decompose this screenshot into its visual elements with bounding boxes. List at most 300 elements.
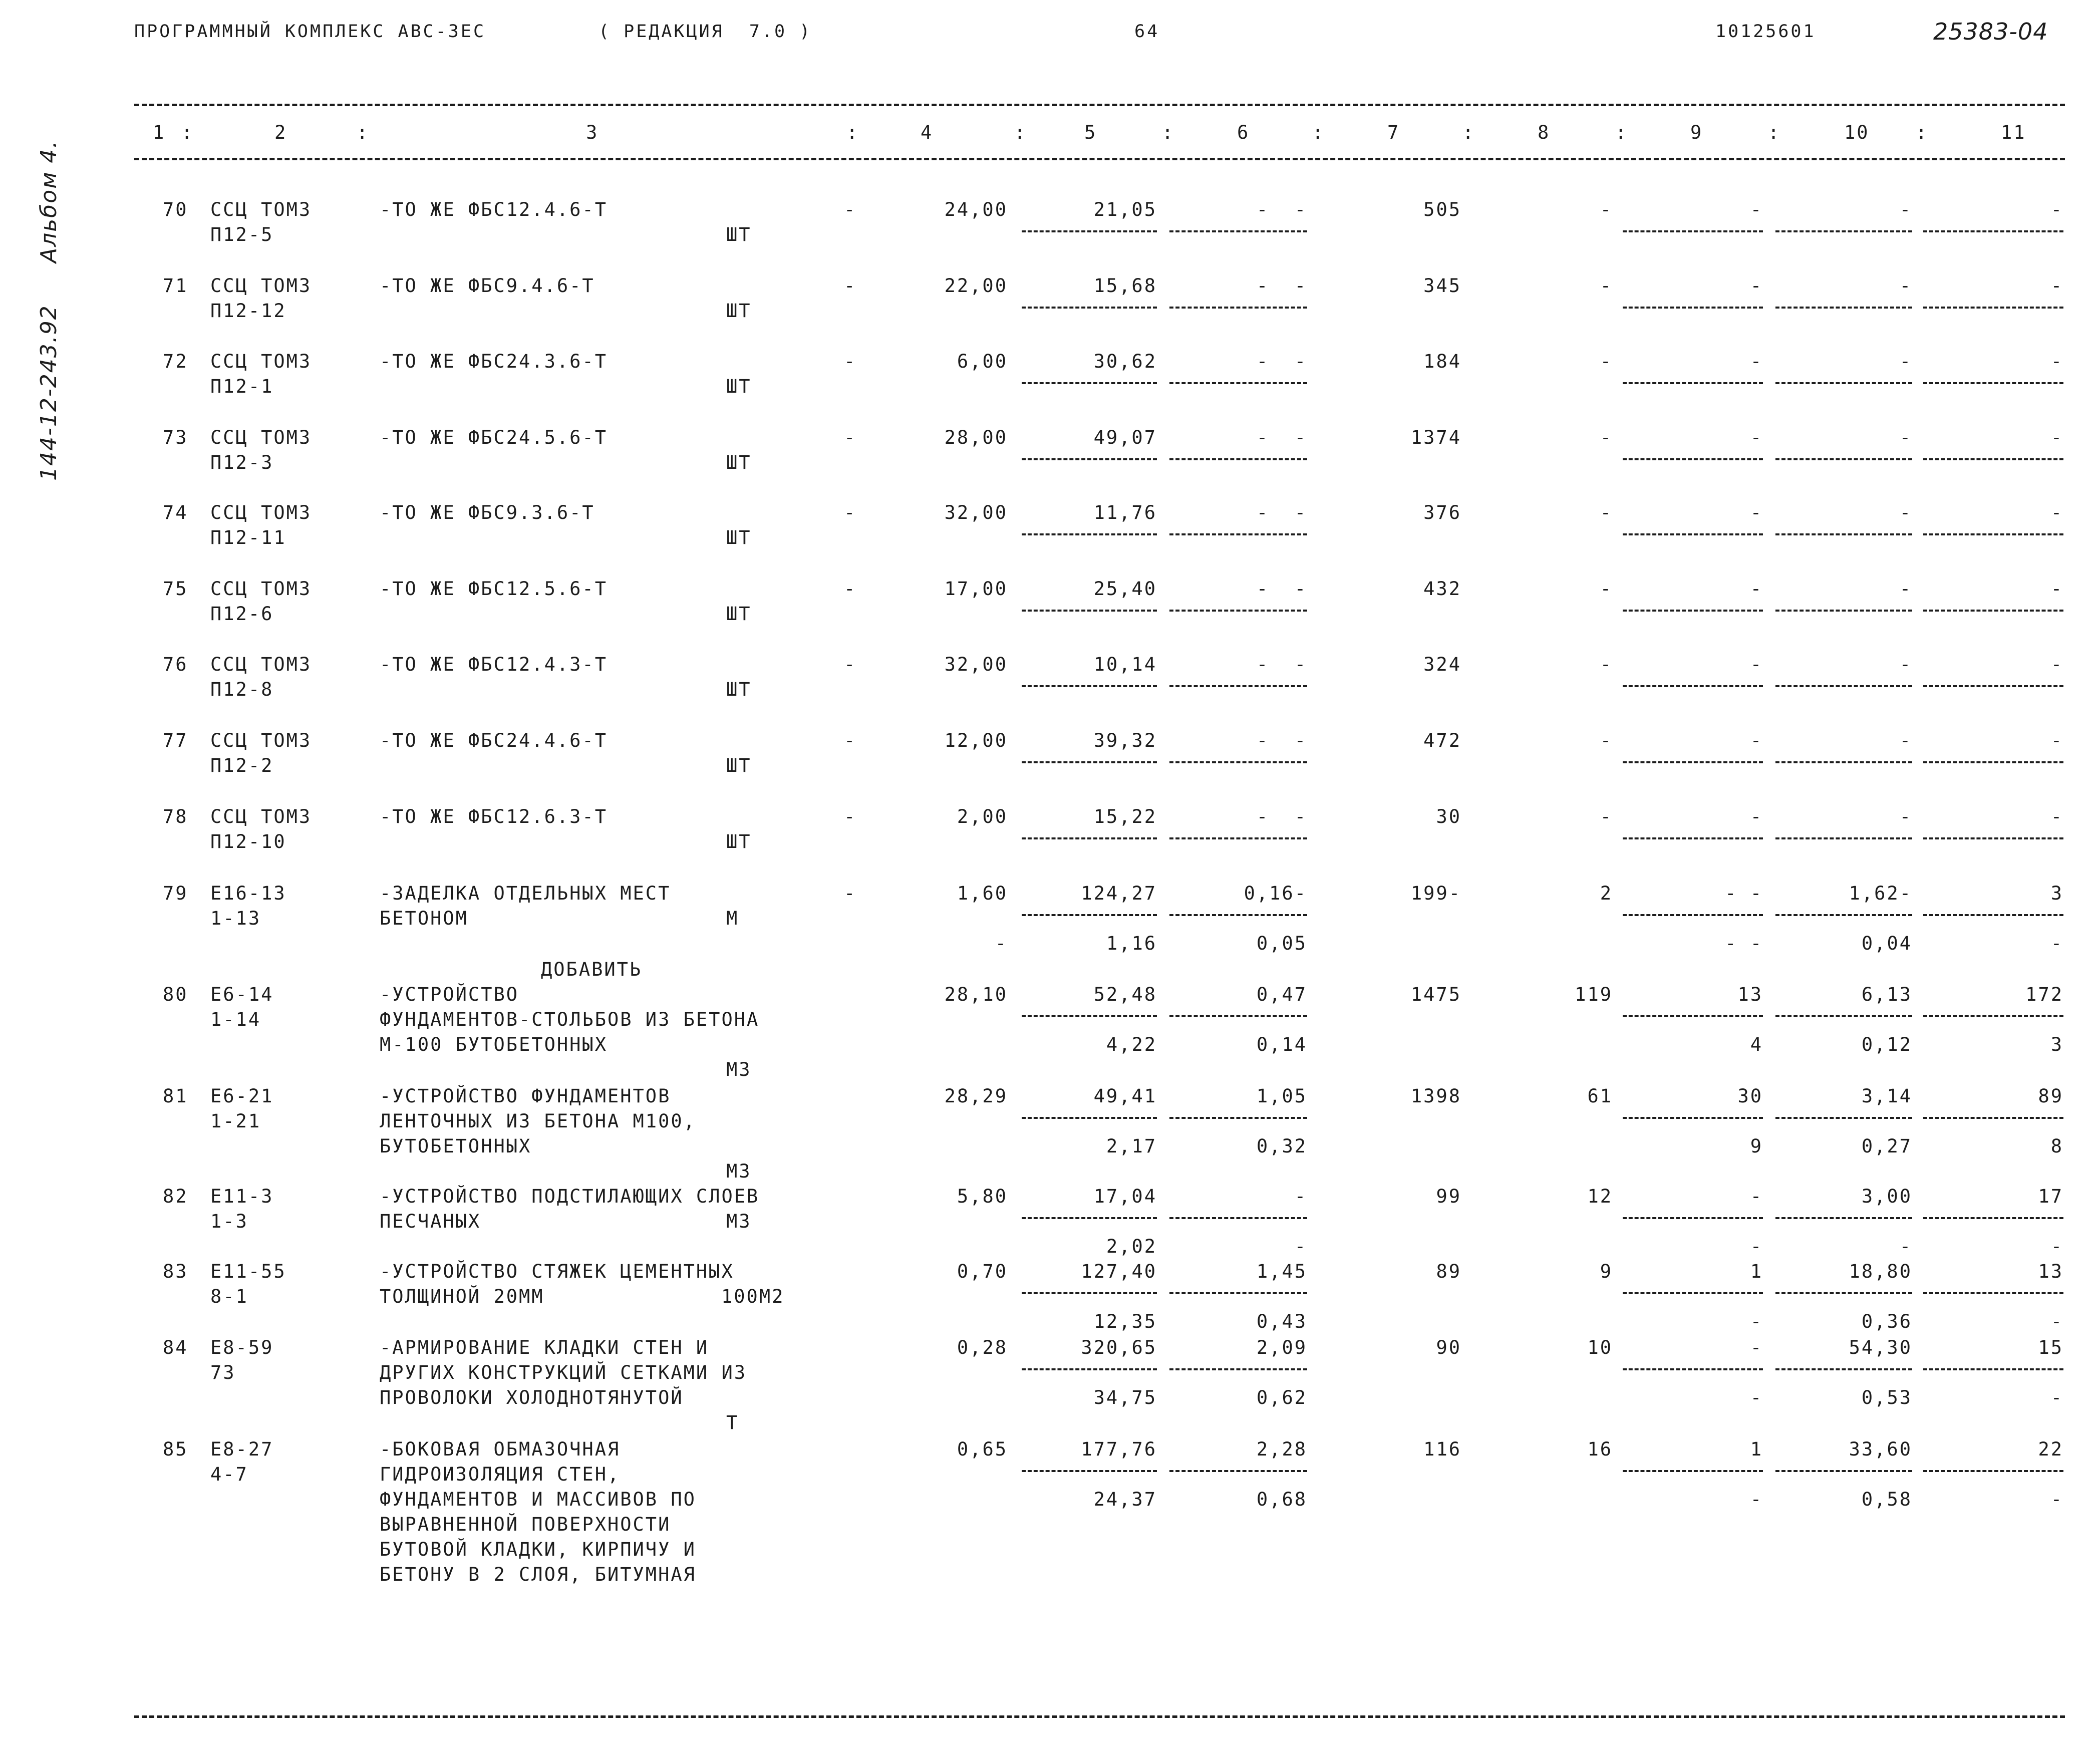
row-col8: 61 xyxy=(1587,1085,1613,1107)
row-subrule-6 xyxy=(1169,533,1307,535)
row-col9: 1 xyxy=(1750,1438,1763,1460)
row-col10: - xyxy=(1899,578,1912,600)
row-total: 199- xyxy=(1410,883,1461,904)
row-col10: - xyxy=(1899,275,1912,297)
row-subrule-10 xyxy=(1775,685,1912,687)
row-subrule-9 xyxy=(1623,914,1763,916)
row-col9-second: - - xyxy=(1725,933,1763,954)
row-col10: - xyxy=(1899,427,1912,448)
row-col10: - xyxy=(1899,654,1912,675)
row-subrule-11 xyxy=(1923,458,2063,460)
row-col6: - - xyxy=(1256,427,1307,448)
row-subrule-9 xyxy=(1623,1015,1763,1017)
row-subrule-10 xyxy=(1775,230,1912,232)
row-col6: - xyxy=(1294,1186,1307,1207)
header-rule-bottom xyxy=(134,158,2065,160)
row-total: 345 xyxy=(1423,275,1461,297)
row-col6: 1,05 xyxy=(1256,1085,1307,1107)
row-unit: ШТ xyxy=(726,603,752,625)
row-description-line: ЛЕНТОЧНЫХ ИЗ БЕТОНА М100, xyxy=(380,1110,696,1132)
column-separator: : xyxy=(1768,122,1781,143)
row-col8: - xyxy=(1600,502,1613,523)
row-total: 99 xyxy=(1436,1186,1461,1207)
row-unit-price: 320,65 xyxy=(1081,1337,1157,1358)
row-quantity: 32,00 xyxy=(944,654,1008,675)
row-col10: 6,13 xyxy=(1861,984,1912,1005)
row-col11-second: - xyxy=(2050,933,2063,954)
row-unit: ШТ xyxy=(726,300,752,322)
row-description-line: -ТО ЖЕ ФБС9.4.6-Т xyxy=(380,275,595,297)
row-col9-second: - xyxy=(1750,1489,1763,1510)
row-total: 184 xyxy=(1423,351,1461,372)
row-unit-price-second: 4,22 xyxy=(1106,1034,1157,1055)
row-code: Е8-59 xyxy=(210,1337,274,1358)
row-subcode: П12-1 xyxy=(210,376,274,397)
row-subrule-6 xyxy=(1169,1292,1307,1294)
row-subcode: П12-2 xyxy=(210,755,274,776)
row-description-line: -УСТРОЙСТВО СТЯЖЕК ЦЕМЕНТНЫХ xyxy=(380,1261,734,1282)
row-subrule-9 xyxy=(1623,533,1763,535)
row-unit: Т xyxy=(726,1412,739,1433)
row-total: 116 xyxy=(1423,1438,1461,1460)
row-col6: 0,16- xyxy=(1244,883,1307,904)
row-col8: 2 xyxy=(1600,883,1613,904)
row-unit: М3 xyxy=(726,1059,752,1080)
row-col9: - xyxy=(1750,502,1763,523)
row-subrule-5 xyxy=(1022,1217,1157,1219)
row-description-line: БЕТОНУ В 2 СЛОЯ, БИТУМНАЯ xyxy=(380,1564,696,1585)
row-col8: - xyxy=(1600,578,1613,600)
row-subcode: 1-3 xyxy=(210,1211,248,1232)
row-col6: - - xyxy=(1256,730,1307,751)
row-subrule-6 xyxy=(1169,1117,1307,1119)
row-col11: 15 xyxy=(2038,1337,2063,1358)
column-header-7: 7 xyxy=(1387,122,1400,143)
row-col6-second: - xyxy=(1294,1236,1307,1257)
row-subrule-9 xyxy=(1623,761,1763,763)
row-quantity: 22,00 xyxy=(944,275,1008,297)
row-unit-price-second: 24,37 xyxy=(1093,1489,1157,1510)
row-description-line: -ТО ЖЕ ФБС12.4.3-Т xyxy=(380,654,608,675)
row-subrule-9 xyxy=(1623,1368,1763,1370)
row-code: Е11-3 xyxy=(210,1186,274,1207)
row-col11: - xyxy=(2050,427,2063,448)
row-col8: - xyxy=(1600,275,1613,297)
row-unit: ШТ xyxy=(726,527,752,548)
row-description-line: -ТО ЖЕ ФБС24.4.6-Т xyxy=(380,730,608,751)
column-header-10: 10 xyxy=(1844,122,1870,143)
row-col10-second: 0,27 xyxy=(1861,1135,1912,1157)
row-number: 84 xyxy=(163,1337,188,1358)
row-unit: М xyxy=(726,908,739,929)
row-col11: - xyxy=(2050,806,2063,827)
row-subrule-9 xyxy=(1623,685,1763,687)
row-col10: - xyxy=(1899,351,1912,372)
row-quantity: 28,00 xyxy=(944,427,1008,448)
row-quantity: 12,00 xyxy=(944,730,1008,751)
row-subrule-11 xyxy=(1923,230,2063,232)
row-col10: 3,00 xyxy=(1861,1186,1912,1207)
row-subrule-10 xyxy=(1775,1470,1912,1472)
row-total: 1398 xyxy=(1410,1085,1461,1107)
row-subrule-10 xyxy=(1775,1368,1912,1370)
row-code: Е16-13 xyxy=(210,883,286,904)
row-unit-price: 25,40 xyxy=(1093,578,1157,600)
row-col11: 172 xyxy=(2025,984,2063,1005)
row-subrule-6 xyxy=(1169,307,1307,309)
row-number: 83 xyxy=(163,1261,188,1282)
row-col4-marker: - xyxy=(844,275,857,297)
row-total: 376 xyxy=(1423,502,1461,523)
row-subrule-9 xyxy=(1623,1117,1763,1119)
row-subrule-10 xyxy=(1775,382,1912,384)
row-col9-second: - xyxy=(1750,1311,1763,1332)
row-col6: - - xyxy=(1256,502,1307,523)
row-subcode: 1-13 xyxy=(210,908,261,929)
edition-label: ( РЕДАКЦИЯ 7.0 ) xyxy=(598,22,812,42)
row-col6-second: 0,43 xyxy=(1256,1311,1307,1332)
row-subrule-9 xyxy=(1623,230,1763,232)
row-subrule-11 xyxy=(1923,307,2063,309)
row-subrule-9 xyxy=(1623,382,1763,384)
row-col10-second: 0,53 xyxy=(1861,1387,1912,1408)
row-subrule-6 xyxy=(1169,685,1307,687)
row-subrule-9 xyxy=(1623,307,1763,309)
row-subrule-5 xyxy=(1022,837,1157,839)
row-total: 1374 xyxy=(1410,427,1461,448)
row-subrule-5 xyxy=(1022,382,1157,384)
row-unit: ШТ xyxy=(726,224,752,245)
row-unit-price: 49,41 xyxy=(1093,1085,1157,1107)
row-subrule-5 xyxy=(1022,914,1157,916)
row-subcode: П12-11 xyxy=(210,527,286,548)
row-subrule-6 xyxy=(1169,458,1307,460)
row-subrule-11 xyxy=(1923,761,2063,763)
row-total: 30 xyxy=(1436,806,1461,827)
row-unit-price: 15,68 xyxy=(1093,275,1157,297)
row-subrule-5 xyxy=(1022,1470,1157,1472)
row-quantity: 28,10 xyxy=(944,984,1008,1005)
row-description-line: БУТОБЕТОННЫХ xyxy=(380,1135,532,1157)
row-subrule-10 xyxy=(1775,610,1912,612)
row-col6-second: 0,68 xyxy=(1256,1489,1307,1510)
row-total: 472 xyxy=(1423,730,1461,751)
row-col6: - - xyxy=(1256,578,1307,600)
row-description-line: ДРУГИХ КОНСТРУКЦИЙ СЕТКАМИ ИЗ xyxy=(380,1362,747,1383)
row-col6: - - xyxy=(1256,806,1307,827)
row-code: ССЦ ТОМ3 xyxy=(210,654,312,675)
column-separator: : xyxy=(1014,122,1027,143)
row-subrule-11 xyxy=(1923,914,2063,916)
row-quantity: 28,29 xyxy=(944,1085,1008,1107)
row-subrule-11 xyxy=(1923,1117,2063,1119)
row-subrule-11 xyxy=(1923,610,2063,612)
bottom-rule xyxy=(134,1715,2065,1718)
row-description-line: -ТО ЖЕ ФБС9.3.6-Т xyxy=(380,502,595,523)
row-subcode: П12-3 xyxy=(210,452,274,473)
row-col11: - xyxy=(2050,654,2063,675)
row-unit-price: 52,48 xyxy=(1093,984,1157,1005)
row-description-line: -ТО ЖЕ ФБС12.5.6-Т xyxy=(380,578,608,600)
row-subrule-11 xyxy=(1923,837,2063,839)
column-separator: : xyxy=(1312,122,1325,143)
row-total: 90 xyxy=(1436,1337,1461,1358)
row-subrule-6 xyxy=(1169,837,1307,839)
row-subrule-10 xyxy=(1775,1292,1912,1294)
column-separator: : xyxy=(357,122,370,143)
row-subrule-11 xyxy=(1923,1015,2063,1017)
row-col11: 3 xyxy=(2050,883,2063,904)
row-subrule-6 xyxy=(1169,610,1307,612)
row-col8: - xyxy=(1600,199,1613,220)
row-col8: 16 xyxy=(1587,1438,1613,1460)
row-unit-price: 127,40 xyxy=(1081,1261,1157,1282)
row-number: 78 xyxy=(163,806,188,827)
row-col9: 30 xyxy=(1737,1085,1763,1107)
column-separator: : xyxy=(181,122,194,143)
row-number: 81 xyxy=(163,1085,188,1107)
row-col8: 9 xyxy=(1600,1261,1613,1282)
row-description-line: ПЕСЧАНЫХ xyxy=(380,1211,481,1232)
row-unit: ШТ xyxy=(726,831,752,852)
row-code: Е8-27 xyxy=(210,1438,274,1460)
column-separator: : xyxy=(1462,122,1475,143)
row-unit-price: 177,76 xyxy=(1081,1438,1157,1460)
row-subrule-10 xyxy=(1775,1217,1912,1219)
row-code: ССЦ ТОМ3 xyxy=(210,806,312,827)
row-description-line: -АРМИРОВАНИЕ КЛАДКИ СТЕН И xyxy=(380,1337,709,1358)
row-col10: 1,62- xyxy=(1849,883,1912,904)
row-subrule-6 xyxy=(1169,914,1307,916)
page-number: 64 xyxy=(1134,22,1160,42)
row-unit-price: 30,62 xyxy=(1093,351,1157,372)
row-quantity: 24,00 xyxy=(944,199,1008,220)
column-header-1: 1 xyxy=(153,122,166,143)
row-quantity: 6,00 xyxy=(957,351,1008,372)
row-unit-price: 21,05 xyxy=(1093,199,1157,220)
row-code: ССЦ ТОМ3 xyxy=(210,502,312,523)
row-subrule-5 xyxy=(1022,610,1157,612)
row-unit-price: 124,27 xyxy=(1081,883,1157,904)
row-col4-marker: - xyxy=(844,427,857,448)
row-subrule-10 xyxy=(1775,1117,1912,1119)
program-title: ПРОГРАММНЫЙ КОМПЛЕКС АВС-3ЕС xyxy=(134,22,486,42)
row-number: 75 xyxy=(163,578,188,600)
column-header-3: 3 xyxy=(586,122,599,143)
row-description-line: ГИДРОИЗОЛЯЦИЯ СТЕН, xyxy=(380,1464,621,1485)
row-col4-marker: - xyxy=(844,199,857,220)
row-col8: - xyxy=(1600,806,1613,827)
row-total: 89 xyxy=(1436,1261,1461,1282)
row-col6: - - xyxy=(1256,654,1307,675)
row-description-line: БУТОВОЙ КЛАДКИ, КИРПИЧУ И xyxy=(380,1539,696,1560)
row-unit: ШТ xyxy=(726,376,752,397)
row-col9: 13 xyxy=(1737,984,1763,1005)
row-quantity: 2,00 xyxy=(957,806,1008,827)
row-description-line: -УСТРОЙСТВО ПОДСТИЛАЮЩИХ СЛОЕВ xyxy=(380,1186,760,1207)
row-unit-price-second: 12,35 xyxy=(1093,1311,1157,1332)
row-unit: М3 xyxy=(726,1211,752,1232)
row-subrule-6 xyxy=(1169,1217,1307,1219)
row-unit-price: 10,14 xyxy=(1093,654,1157,675)
row-col10-second: 0,36 xyxy=(1861,1311,1912,1332)
row-subrule-10 xyxy=(1775,761,1912,763)
document-code: 10125601 xyxy=(1715,22,1816,42)
row-unit-price-second: 2,02 xyxy=(1106,1236,1157,1257)
row-description-line: -УСТРОЙСТВО ФУНДАМЕНТОВ xyxy=(380,1085,671,1107)
row-number: 71 xyxy=(163,275,188,297)
column-header-8: 8 xyxy=(1538,122,1551,143)
row-unit: ШТ xyxy=(726,755,752,776)
row-subrule-11 xyxy=(1923,1470,2063,1472)
row-col9-second: - xyxy=(1750,1236,1763,1257)
row-description-line: -ТО ЖЕ ФБС12.6.3-Т xyxy=(380,806,608,827)
column-separator: : xyxy=(1615,122,1628,143)
row-unit: М3 xyxy=(726,1160,752,1182)
row-subrule-10 xyxy=(1775,533,1912,535)
row-col11: - xyxy=(2050,730,2063,751)
row-subcode: П12-10 xyxy=(210,831,286,852)
row-number: 79 xyxy=(163,883,188,904)
row-col10: 54,30 xyxy=(1849,1337,1912,1358)
column-separator: : xyxy=(1916,122,1929,143)
row-description-line: -БОКОВАЯ ОБМАЗОЧНАЯ xyxy=(380,1438,621,1460)
row-col6: 2,09 xyxy=(1256,1337,1307,1358)
row-quantity: 17,00 xyxy=(944,578,1008,600)
row-col11-second: 3 xyxy=(2050,1034,2063,1055)
row-description-line: -ТО ЖЕ ФБС24.5.6-Т xyxy=(380,427,608,448)
row-description-line: -ЗАДЕЛКА ОТДЕЛЬНЫХ МЕСТ xyxy=(380,883,671,904)
row-unit: ШТ xyxy=(726,452,752,473)
row-code: ССЦ ТОМ3 xyxy=(210,351,312,372)
row-prefix-note: ДОБАВИТЬ xyxy=(541,959,643,980)
row-subrule-9 xyxy=(1623,610,1763,612)
row-col11: 22 xyxy=(2038,1438,2063,1460)
row-col11: 89 xyxy=(2038,1085,2063,1107)
row-subrule-5 xyxy=(1022,685,1157,687)
row-col11: 17 xyxy=(2038,1186,2063,1207)
row-subrule-5 xyxy=(1022,761,1157,763)
row-total: 1475 xyxy=(1410,984,1461,1005)
row-subrule-11 xyxy=(1923,1292,2063,1294)
row-col9: - xyxy=(1750,730,1763,751)
row-code: Е11-55 xyxy=(210,1261,286,1282)
row-unit-price-second: 2,17 xyxy=(1106,1135,1157,1157)
row-col8: - xyxy=(1600,351,1613,372)
row-subrule-5 xyxy=(1022,230,1157,232)
row-description-line: -ТО ЖЕ ФБС12.4.6-Т xyxy=(380,199,608,220)
row-col9: - xyxy=(1750,654,1763,675)
row-number: 74 xyxy=(163,502,188,523)
row-subcode: 73 xyxy=(210,1362,236,1383)
row-col10: - xyxy=(1899,199,1912,220)
row-subrule-5 xyxy=(1022,1292,1157,1294)
row-unit: ШТ xyxy=(726,679,752,700)
row-col9: - xyxy=(1750,427,1763,448)
row-col4-marker: - xyxy=(844,806,857,827)
row-subrule-11 xyxy=(1923,685,2063,687)
row-col8: - xyxy=(1600,654,1613,675)
row-col10: 33,60 xyxy=(1849,1438,1912,1460)
row-subrule-6 xyxy=(1169,1470,1307,1472)
row-col9: - xyxy=(1750,1186,1763,1207)
row-col6: 0,47 xyxy=(1256,984,1307,1005)
column-separator: : xyxy=(846,122,859,143)
row-col9: - xyxy=(1750,806,1763,827)
row-unit-price: 11,76 xyxy=(1093,502,1157,523)
row-col11-second: - xyxy=(2050,1236,2063,1257)
row-subcode: П12-6 xyxy=(210,603,274,625)
row-code: ССЦ ТОМ3 xyxy=(210,199,312,220)
row-col11-second: - xyxy=(2050,1387,2063,1408)
row-col4-marker: - xyxy=(844,502,857,523)
row-col9: 1 xyxy=(1750,1261,1763,1282)
row-col11-second: - xyxy=(2050,1489,2063,1510)
row-col6: - - xyxy=(1256,351,1307,372)
row-code: ССЦ ТОМ3 xyxy=(210,578,312,600)
row-subrule-10 xyxy=(1775,837,1912,839)
row-col10-second: 0,12 xyxy=(1861,1034,1912,1055)
row-col9: - - xyxy=(1725,883,1763,904)
row-subrule-11 xyxy=(1923,382,2063,384)
row-col10: - xyxy=(1899,730,1912,751)
row-description-line: -УСТРОЙСТВО xyxy=(380,984,519,1005)
row-col4-marker: - xyxy=(844,654,857,675)
row-subrule-5 xyxy=(1022,1117,1157,1119)
row-subrule-6 xyxy=(1169,1368,1307,1370)
row-unit-price-second: 1,16 xyxy=(1106,933,1157,954)
row-quantity-second: - xyxy=(995,933,1008,954)
row-unit-price: 17,04 xyxy=(1093,1186,1157,1207)
row-col10-second: 0,04 xyxy=(1861,933,1912,954)
row-col11-second: - xyxy=(2050,1311,2063,1332)
row-quantity: 0,28 xyxy=(957,1337,1008,1358)
row-code: Е6-14 xyxy=(210,984,274,1005)
row-subrule-6 xyxy=(1169,230,1307,232)
row-col9: - xyxy=(1750,351,1763,372)
row-description-line: БЕТОНОМ xyxy=(380,908,468,929)
row-subrule-9 xyxy=(1623,1470,1763,1472)
row-code: Е6-21 xyxy=(210,1085,274,1107)
row-subcode: П12-12 xyxy=(210,300,286,322)
row-col6-second: 0,05 xyxy=(1256,933,1307,954)
row-subrule-5 xyxy=(1022,307,1157,309)
row-subrule-6 xyxy=(1169,1015,1307,1017)
row-col10: - xyxy=(1899,502,1912,523)
row-col11: - xyxy=(2050,502,2063,523)
row-col11: - xyxy=(2050,578,2063,600)
row-description-line: ТОЛЩИНОЙ 20ММ xyxy=(380,1286,544,1307)
header-rule-top xyxy=(134,104,2065,106)
row-description-line: ФУНДАМЕНТОВ И МАССИВОВ ПО xyxy=(380,1489,696,1510)
row-subcode: П12-5 xyxy=(210,224,274,245)
row-col10: 18,80 xyxy=(1849,1261,1912,1282)
row-col11: 13 xyxy=(2038,1261,2063,1282)
column-separator: : xyxy=(1162,122,1175,143)
row-col10-second: - xyxy=(1899,1236,1912,1257)
row-col10: 3,14 xyxy=(1861,1085,1912,1107)
row-subrule-5 xyxy=(1022,1368,1157,1370)
row-subrule-11 xyxy=(1923,1217,2063,1219)
row-description-line: М-100 БУТОБЕТОННЫХ xyxy=(380,1034,608,1055)
row-col11: - xyxy=(2050,351,2063,372)
row-col6: 1,45 xyxy=(1256,1261,1307,1282)
row-number: 77 xyxy=(163,730,188,751)
row-quantity: 1,60 xyxy=(957,883,1008,904)
row-number: 73 xyxy=(163,427,188,448)
row-subrule-11 xyxy=(1923,1368,2063,1370)
row-col6-second: 0,62 xyxy=(1256,1387,1307,1408)
